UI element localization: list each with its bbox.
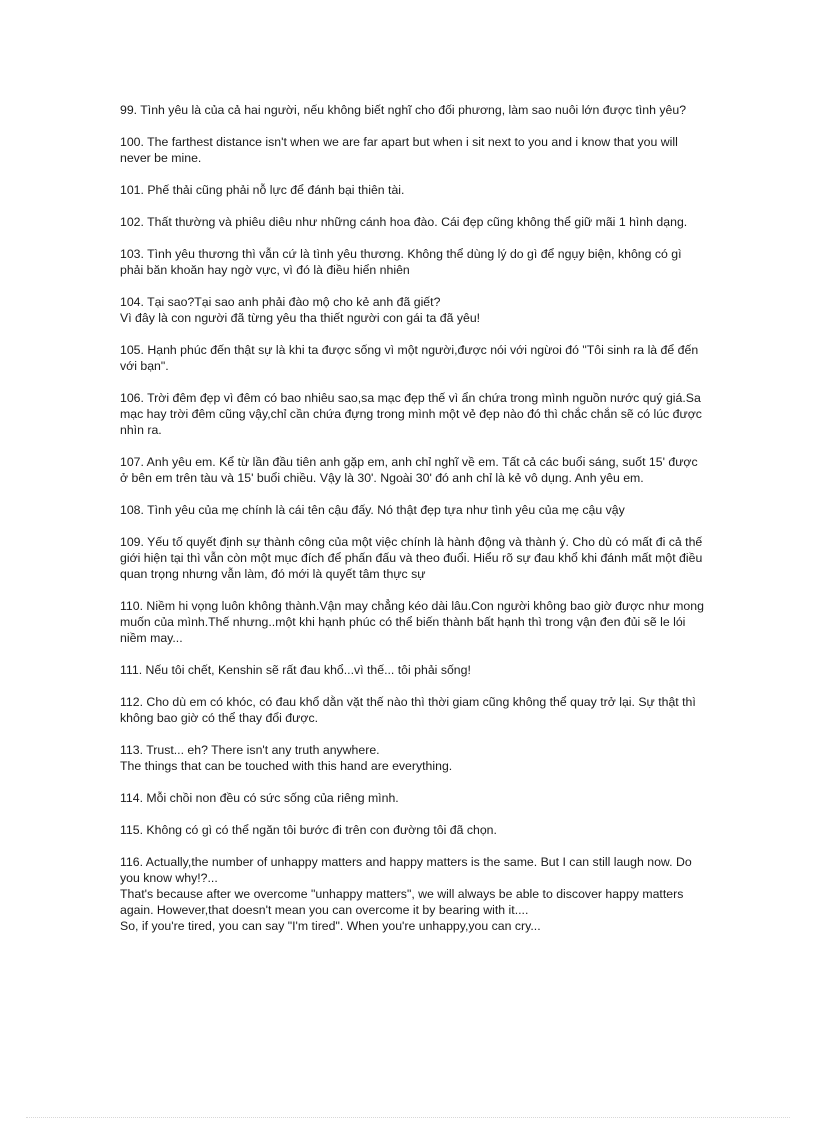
quote-text: 112. Cho dù em có khóc, có đau khổ dằn vặt thế nào thì thời giam cũng không thể quay trở lại. Sự thật thì không bao giờ có thể thay đổi được. [120,695,696,725]
quote-entry [120,502,705,518]
quote-text: 102. Thất thường và phiêu diêu như những cánh hoa đào. Cái đẹp cũng không thể giữ mãi 1 hình dạng. [120,215,688,229]
quote-entry [120,246,705,278]
quote-text: 103. Tình yêu thương thì vẫn cứ là tình yêu thương. Không thể dùng lý do gì để ngụy biện, không có gì phải băn khoăn hay ngờ vực, vì đó là điều hiển nhiên [120,247,682,277]
quote-text: Vì đây là con người đã từng yêu tha thiết người con gái ta đã yêu! [120,311,481,325]
quote-entry [120,102,705,118]
quote-text: 111. Nếu tôi chết, Kenshin sẽ rất đau khổ...vì thế... tôi phải sống! [120,663,471,677]
quote-entry [120,854,705,934]
quote-text: 101. Phế thải cũng phải nỗ lực để đánh bại thiên tài. [120,183,405,197]
quote-entry [120,182,705,198]
quote-text: The things that can be touched with this hand are everything. [120,759,453,773]
quote-text: 116. Actually,the number of unhappy matters and happy matters is the same. But I can still laugh now. Do you know why!?... [120,855,692,885]
quote-entry [120,598,705,646]
quote-text: That's because after we overcome "unhappy matters", we will always be able to discover happy matters again. However,that doesn't mean you can overcome it by bearing with it.... [120,887,684,917]
quote-text: 105. Hạnh phúc đến thật sự là khi ta được sống vì một người,được nói với ngừoi đó "Tôi sinh ra là để đến với bạn". [120,343,699,373]
quote-text: 113. Trust... eh? There isn't any truth anywhere. [120,743,380,757]
quote-text: 107. Anh yêu em. Kể từ lần đầu tiên anh gặp em, anh chỉ nghĩ về em. Tất cả các buổi sáng, suốt 15' được ở bên em trên tàu và 15' buổi chiều. Vậy là 30'. Ngoài 30' đó anh chỉ là kẻ vô dụng. Anh yêu em. [120,455,698,485]
quote-entry [120,742,705,774]
quote-text: So, if you're tired, you can say "I'm tired". When you're unhappy,you can cry... [120,919,541,933]
quote-text: 110. Niềm hi vọng luôn không thành.Vận may chẳng kéo dài lâu.Con người không bao giờ được như mong muốn của mình.Thế nhưng..một khi hạnh phúc có thể biến thành bất hạnh thì trong vận đen đủi sẽ le lói niềm may... [120,599,704,645]
quote-text: 104. Tại sao?Tại sao anh phải đào mộ cho kẻ anh đã giết? [120,295,441,309]
quote-text: 100. The farthest distance isn't when we are far apart but when i sit next to you and i know that you will never be mine. [120,135,678,165]
quote-entry [120,294,705,326]
quote-entry [120,454,705,486]
quote-text: 99. Tình yêu là của cả hai người, nếu không biết nghĩ cho đối phương, làm sao nuôi lớn được tình yêu? [120,103,687,117]
quote-entry [120,534,705,582]
quote-text: 106. Trời đêm đẹp vì đêm có bao nhiêu sao,sa mạc đẹp thế vì ẩn chứa trong mình nguồn nước quý giá.Sa mạc hay trời đêm cũng vậy,chỉ cần chứa đựng trong mình một vẻ đẹp nào đó thì chắc chắn sẽ có lúc được nhìn ra. [120,391,702,437]
quote-entry [120,790,705,806]
quote-text: 115. Không có gì có thể ngăn tôi bước đi trên con đường tôi đã chọn. [120,823,497,837]
quote-text: 108. Tình yêu của mẹ chính là cái tên cậu đấy. Nó thật đẹp tựa như tình yêu của mẹ cậu vậy [120,503,625,517]
quote-entry [120,694,705,726]
quote-entry [120,390,705,438]
quote-text: 109. Yếu tố quyết định sự thành công của một việc chính là hành động và thành ý. Cho dù có mất đi cả thế giới hiện tại thì vẫn còn một mục đích để phấn đấu và theo đuổi. Hiểu rõ sự đau khổ khi đánh mất một điều quan trọng nhưng vẫn làm, đó mới là quyết tâm thực sự [120,535,703,581]
page-bottom-divider [26,1117,790,1118]
quote-list [120,102,705,950]
quote-text: 114. Mỗi chồi non đều có sức sống của riêng mình. [120,791,399,805]
quote-entry [120,822,705,838]
quote-entry [120,134,705,166]
quote-entry [120,342,705,374]
quote-entry [120,662,705,678]
quote-entry [120,214,705,230]
